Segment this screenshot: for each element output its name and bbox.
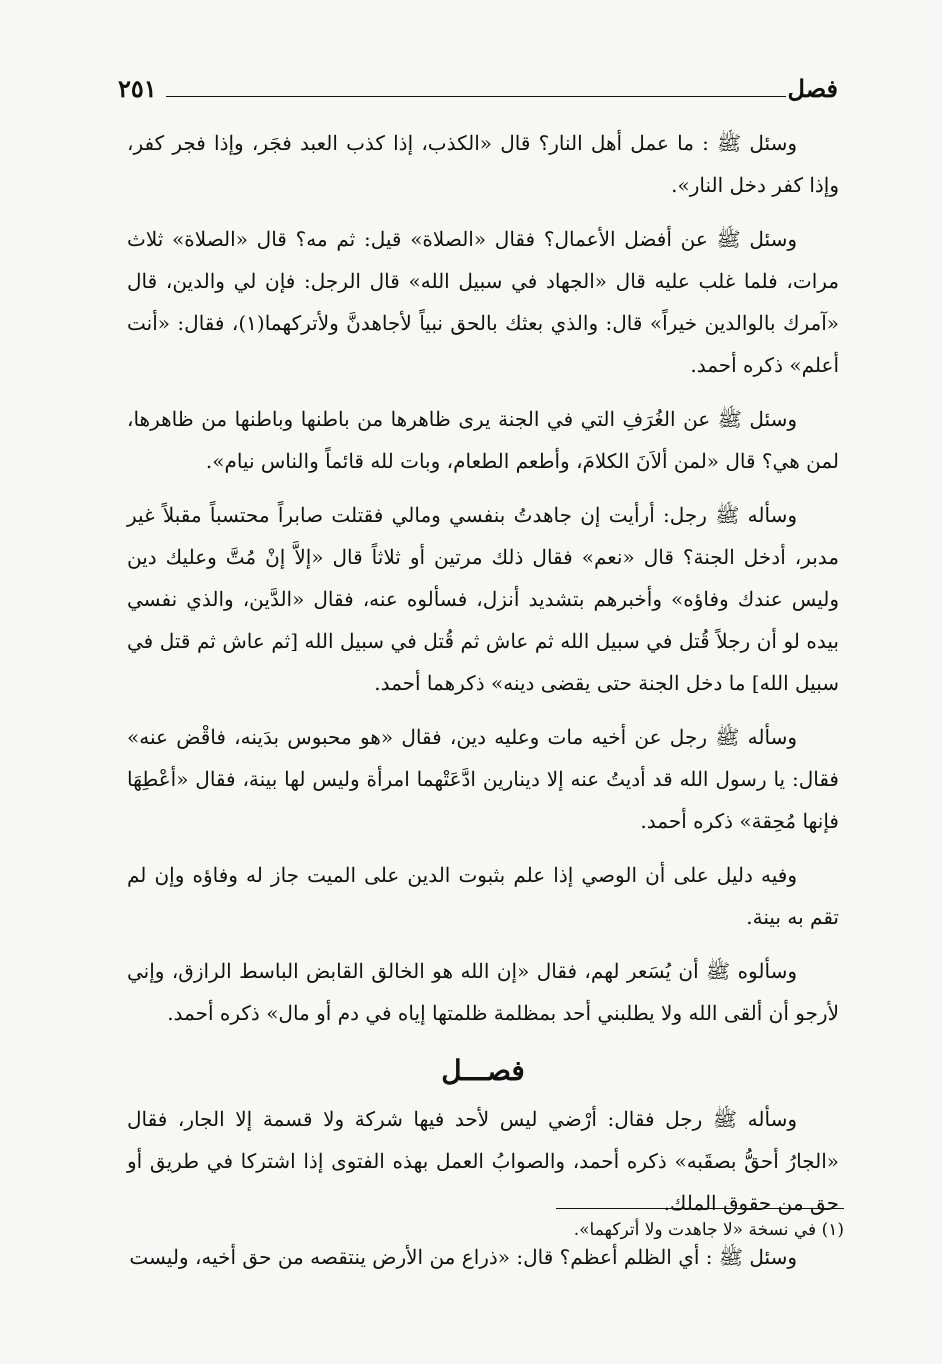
- paragraph: وسأله ﷺ رجل عن أخيه مات وعليه دين، فقال «هو محبوس بدَينه، فاقْض عنه» فقال: يا رسول الله قد أديتُ عنه إلا دينارين ادَّعَتْهما امرأة وليس لها بينة، فقال «أعْطِهَا فإنها مُحِقة» ذكره أحمد.: [127, 725, 839, 833]
- paragraph: وسئل ﷺ عن الغُرَفِ التي في الجنة يرى ظاهرها من باطنها وباطنها من ظاهرها، لمن هي؟ قال «لمن ألاَنَ الكلامَ، وأطعم الطعام، وبات لله قائماً والناس نيام».: [127, 407, 839, 473]
- paragraph: وفيه دليل على أن الوصي إذا علم بثبوت الدين على الميت جاز له وفاؤه وإن لم تقم به بينة.: [127, 863, 839, 929]
- paragraph: وسئل ﷺ عن أفضل الأعمال؟ فقال «الصلاة» قيل: ثم مه؟ قال «الصلاة» ثلاث مرات، فلما غلب عليه قال «الجهاد في سبيل الله» قال الرجل: فإن لي والدين، قال «آمرك بالوالدين خيراً» قال: والذي بعثك بالحق نبياً لأجاهدنَّ ولأتركهما(١)، فقال: «أنت أعلم» ذكره أحمد.: [127, 227, 839, 377]
- header-rule: [166, 96, 786, 97]
- paragraph: وسئل ﷺ : ما عمل أهل النار؟ قال «الكذب، إذا كذب العبد فجَر، وإذا فجر كفر، وإذا كفر دخل النار».: [127, 131, 839, 197]
- chapter-title: فصل: [787, 74, 838, 103]
- page-number: ٢٥١: [118, 74, 157, 103]
- paragraph: وسأله ﷺ رجل: أرأيت إن جاهدتُ بنفسي ومالي فقتلت صابراً محتسباً مقبلاً غير مدبر، أدخل الجنة؟ قال «نعم» فقال ذلك مرتين أو ثلاثاً قال «إلاَّ إنْ مُتَّ وعليك دين وليس عندك وفاؤه» وأخبرهم بتشديد أنزل، فسألوه عنه، فقال «الدَّين، والذي نفسي بيده لو أن رجلاً قُتل في سبيل الله ثم عاش ثم قُتل في سبيل الله [ثم عاش ثم قتل في سبيل الله] ما دخل الجنة حتى يقضى دينه» ذكرهما أحمد.: [127, 503, 839, 695]
- paragraph: وسأله ﷺ رجل فقال: أرْضي ليس لأحد فيها شركة ولا قسمة إلا الجار، فقال «الجارُ أحقُّ بصقَبه» ذكره أحمد، والصوابُ العمل بهذه الفتوى إذا اشتركا في طريق أو حق من حقوق الملك.: [127, 1107, 839, 1215]
- footnote: (١) في نسخة «لا جاهدت ولا أتركهما».: [573, 1220, 844, 1240]
- page-header: [118, 72, 838, 112]
- section-heading: فصـــل: [441, 1054, 525, 1087]
- paragraph: وسألوه ﷺ أن يُسَعر لهم، فقال «إن الله هو الخالق القابض الباسط الرازق، وإني لأرجو أن ألقى الله ولا يطلبني أحد بمظلمة ظلمتها إياه في دم أو مال» ذكره أحمد.: [127, 959, 839, 1025]
- paragraph: وسئل ﷺ : أي الظلم أعظم؟ قال: «ذراع من الأرض ينتقصه من حق أخيه، وليست: [129, 1245, 797, 1269]
- main-text: [127, 122, 839, 1290]
- footnote-rule: [556, 1208, 844, 1209]
